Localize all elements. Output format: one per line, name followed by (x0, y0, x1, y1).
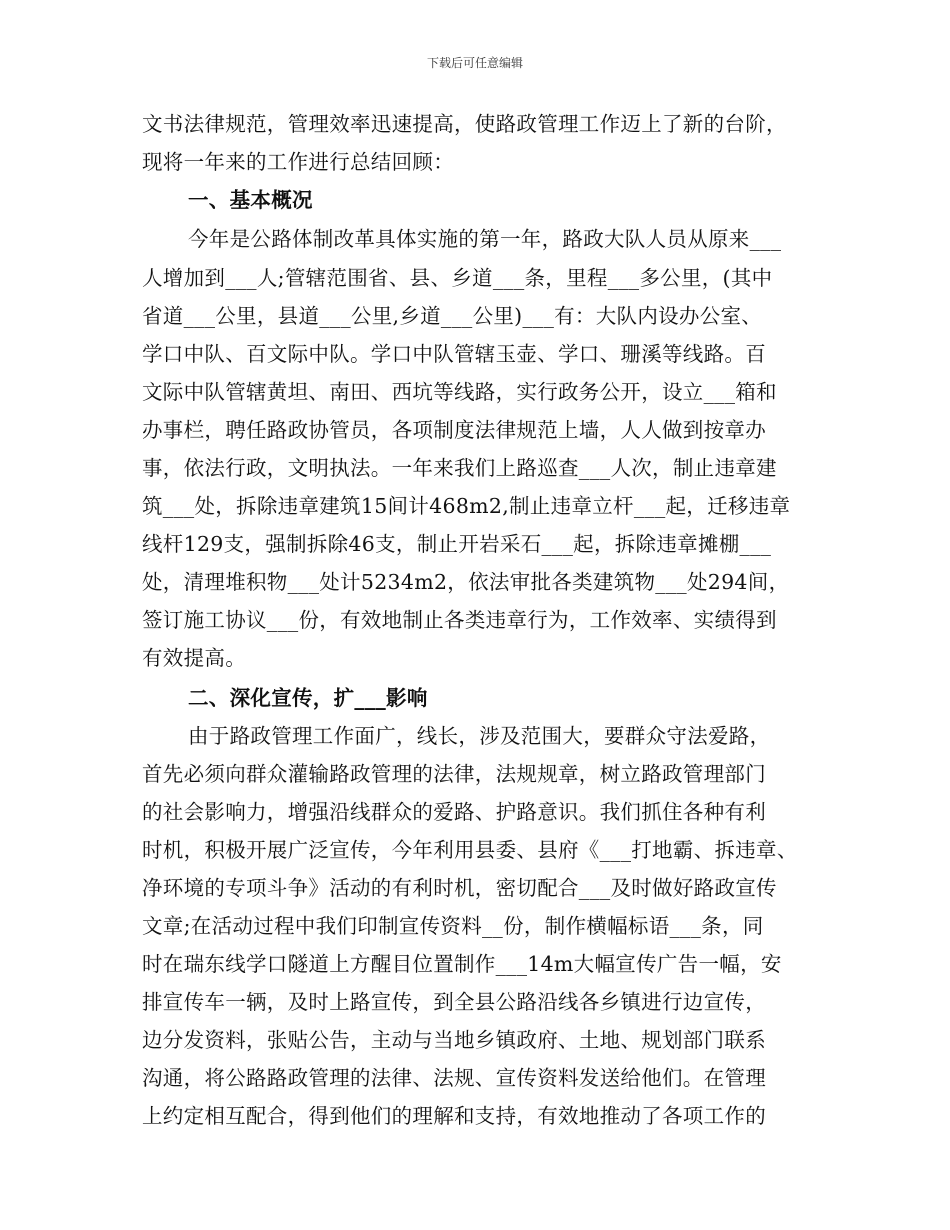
section-heading-1: 一、基本概况 (188, 188, 313, 212)
body-line: 首先必须向群众灌输路政管理的法律，法规规章，树立路政管理部门 (142, 762, 766, 786)
body-line: 办事栏，聘任路政协管员，各项制度法律规范上墙，人人做到按章办 (142, 418, 766, 442)
body-line: 处，清理堆积物___处计5234m2，依法审批各类建筑物___处294间， (142, 570, 790, 594)
section-heading-2: 二、深化宣传，扩___影响 (188, 686, 428, 710)
body-line: 净环境的专项斗争》活动的有利时机，密切配合___及时做好路政宣传 (142, 876, 777, 900)
body-line: 的社会影响力，增强沿线群众的爱路、护路意识。我们抓住各种有利 (142, 800, 766, 824)
body-line: 沟通，将公路路政管理的法律、法规、宣传资料发送给他们。在管理 (142, 1066, 766, 1090)
body-line: 现将一年来的工作进行总结回顾： (142, 150, 454, 174)
body-line: 由于路政管理工作面广，线长，涉及范围大，要群众守法爱路， (188, 724, 771, 748)
body-line: 签订施工协议___份，有效地制止各类违章行为，工作效率、实绩得到 (142, 608, 777, 632)
body-line: 时在瑞东线学口隧道上方醒目位置制作___14m大幅宣传广告一幅，安 (142, 952, 782, 976)
body-line: 筑___处，拆除违章建筑15间计468m2,制止违章立杆___起，迁移违章 (142, 494, 791, 518)
body-line: 学口中队、百文际中队。学口中队管辖玉壶、学口、珊溪等线路。百 (142, 342, 766, 366)
body-line: 边分发资料，张贴公告，主动与当地乡镇政府、土地、规划部门联系 (142, 1028, 766, 1052)
body-line: 时机，积极开展广泛宣传，今年利用县委、县府《___打地霸、拆违章、 (142, 838, 798, 862)
body-line: 文章;在活动过程中我们印制宣传资料__份，制作横幅标语___条，同 (142, 914, 764, 938)
body-line: 今年是公路体制改革具体实施的第一年，路政大队人员从原来___ (188, 227, 782, 251)
body-line: 人增加到___人;管辖范围省、县、乡道___条，里程___多公里，(其中 (142, 266, 773, 290)
body-line: 文书法律规范，管理效率迅速提高，使路政管理工作迈上了新的台阶， (142, 112, 787, 136)
body-line: 事，依法行政，文明执法。一年来我们上路巡查___人次，制止违章建 (142, 456, 777, 480)
body-line: 文际中队管辖黄坦、南田、西坑等线路，实行政务公开，设立___箱和 (142, 380, 777, 404)
body-line: 线杆129支，强制拆除46支，制止开岩采石___起，拆除违章摊棚___ (142, 532, 772, 556)
body-line: 排宣传车一辆，及时上路宣传，到全县公路沿线各乡镇进行边宣传， (142, 990, 766, 1014)
body-line: 省道___公里，县道___公里,乡道___公里)___有：大队内设办公室、 (142, 304, 763, 328)
header-note: 下载后可任意编辑 (426, 56, 523, 70)
body-line: 上约定相互配合，得到他们的理解和支持，有效地推动了各项工作的 (142, 1104, 766, 1128)
body-line: 有效提高。 (142, 646, 246, 670)
